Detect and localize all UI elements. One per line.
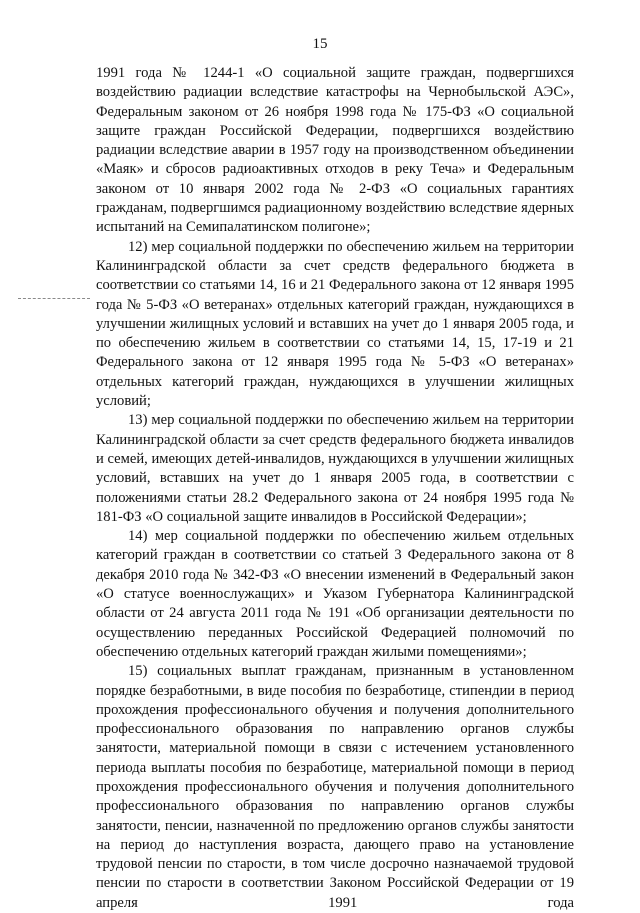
page-number: 15 [312, 36, 328, 52]
document-text [96, 64, 574, 913]
paragraph-item-15: 15) социальных выплат гражданам, признанным в установленном порядке безработными, в виде пособия по безработице, стипендии в период прохождения профессионального обучения и получения дополнительного профессионального образования по направлению органов службы занятости, материальной помощи в связи с истечением установленного периода выплаты пособия по безработице, материальной помощи в период прохождения профессионального обучения и получения дополнительного профессионального образования по направлению органов службы занятости, пенсии, назначенной по предложению органов службы занятости на период до наступления возраста, дающего право на установление трудовой пенсии по старости, в том числе досрочно назначаемой трудовой пенсии по старости в соответствии Законом Российской Федерации от 19 апреля 1991 года [96, 663, 574, 911]
paragraph-item-14: 14) мер социальной поддержки по обеспечению жильем отдельных категорий граждан в соответствии со статьей 3 Федерального закона от 8 декабря 2010 года № 342-ФЗ «О внесении изменений в Федеральный закон «О статусе военнослужащих» и Указом Губернатора Калининградской области от 24 августа 2011 года № 191 «Об организации деятельности по осуществлению переданных Российской Федерацией полномочий по обеспечению отдельных категорий граждан жилыми помещениями»; [96, 528, 574, 660]
paragraph-continuation: 1991 года № 1244-1 «О социальной защите граждан, подвергшихся воздействию радиации вследствие катастрофы на Чернобыльской АЭС», Федеральным законом от 26 ноября 1998 года № 175-ФЗ «О социальной защите граждан Российской Федерации, подвергшихся воздействию радиации вследствие аварии в 1957 году на производственном объединении «Маяк» и сбросов радиоактивных отходов в реку Теча» и Федеральным законом от 10 января 2002 года № 2-ФЗ «О социальных гарантиях гражданам, подвергшимся радиационному воздействию вследствие ядерных испытаний на Семипалатинском полигоне»; [96, 65, 574, 236]
paragraph-item-13: 13) мер социальной поддержки по обеспечению жильем на территории Калининградской области за счет средств федерального бюджета инвалидов и семей, имеющих детей-инвалидов, нуждающихся в улучшении жилищных условий, вставших на учет до 1 января 2005 года, в соответствии с положениями статьи 28.2 Федерального закона от 24 ноября 1995 года № 181-ФЗ «О социальной защите инвалидов в Российской Федерации»; [96, 412, 574, 525]
scan-mark [18, 298, 90, 299]
paragraph-item-12: 12) мер социальной поддержки по обеспечению жильем на территории Калининградской области за счет средств федерального бюджета в соответствии со статьями 14, 16 и 21 Федерального закона от 12 января 1995 года № 5-ФЗ «О ветеранах» отдельных категорий граждан, нуждающихся в улучшении жилищных условий и вставших на учет до 1 января 2005 года, и по обеспечению жильем в соответствии со статьями 14, 15, 17-19 и 21 Федерального закона от 12 января 1995 года № 5-ФЗ «О ветеранах» отдельных категорий граждан, нуждающихся в улучшении жилищных условий; [96, 238, 574, 410]
